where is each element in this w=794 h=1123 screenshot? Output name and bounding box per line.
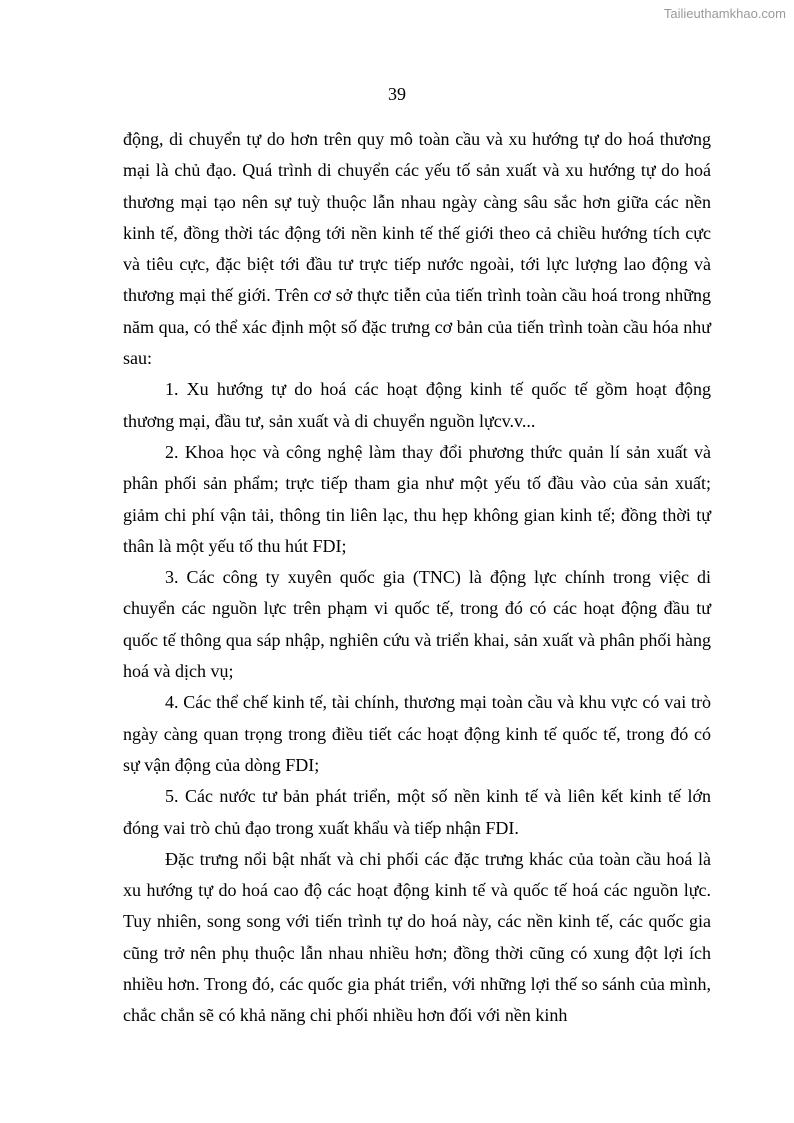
paragraph-summary: Đặc trưng nổi bật nhất và chi phối các đặc trưng khác của toàn cầu hoá là xu hướng tự do hoá cao độ các hoạt động kinh tế và quốc tế hoá các nguồn lực. Tuy nhiên, song song với tiến trình tự do hoá này, các nền kinh tế, các quốc gia cũng trở nên phụ thuộc lẫn nhau nhiều hơn; đồng thời cũng có xung đột lợi ích nhiều hơn. Trong đó, các quốc gia phát triển, với những lợi thế so sánh của mình, chắc chắn sẽ có khả năng chi phối nhiều hơn đối với nền kinh [123, 848, 711, 1026]
watermark: Tailieuthamkhao.com [663, 6, 786, 21]
list-item-5: 5. Các nước tư bản phát triển, một số nền kinh tế và liên kết kinh tế lớn đóng vai trò chủ đạo trong xuất khẩu và tiếp nhận FDI. [123, 786, 711, 838]
list-item-3: 3. Các công ty xuyên quốc gia (TNC) là động lực chính trong việc di chuyển các nguồn lực trên phạm vi quốc tế, trong đó có các hoạt động đầu tư quốc tế thông qua sáp nhập, nghiên cứu và triển khai, sản xuất và phân phối hàng hoá và dịch vụ; [123, 567, 711, 682]
list-item-1: 1. Xu hướng tự do hoá các hoạt động kinh tế quốc tế gồm hoạt động thương mại, đầu tư, sản xuất và di chuyển nguồn lựcv.v... [123, 379, 711, 431]
body-text [123, 124, 711, 1032]
page-number: 39 [388, 84, 406, 104]
list-item-4: 4. Các thể chế kinh tế, tài chính, thương mại toàn cầu và khu vực có vai trò ngày càng quan trọng trong điều tiết các hoạt động kinh tế quốc tế, trong đó có sự vận động của dòng FDI; [123, 692, 711, 775]
list-item-2: 2. Khoa học và công nghệ làm thay đổi phương thức quản lí sản xuất và phân phối sản phẩm; trực tiếp tham gia như một yếu tố đầu vào của sản xuất; giảm chi phí vận tải, thông tin liên lạc, thu hẹp không gian kinh tế; đồng thời tự thân là một yếu tố thu hút FDI; [123, 441, 711, 556]
paragraph-continuation: động, di chuyển tự do hơn trên quy mô toàn cầu và xu hướng tự do hoá thương mại là chủ đạo. Quá trình di chuyển các yếu tố sản xuất và xu hướng tự do hoá thương mại tạo nên sự tuỳ thuộc lẫn nhau ngày càng sâu sắc hơn giữa các nền kinh tế, đồng thời tác động tới nền kinh tế thế giới theo cả chiều hướng tích cực và tiêu cực, đặc biệt tới đầu tư trực tiếp nước ngoài, tới lực lượng lao động và thương mại thế giới. Trên cơ sở thực tiễn của tiến trình toàn cầu hoá trong những năm qua, có thể xác định một số đặc trưng cơ bản của tiến trình toàn cầu hóa như sau: [123, 129, 711, 369]
